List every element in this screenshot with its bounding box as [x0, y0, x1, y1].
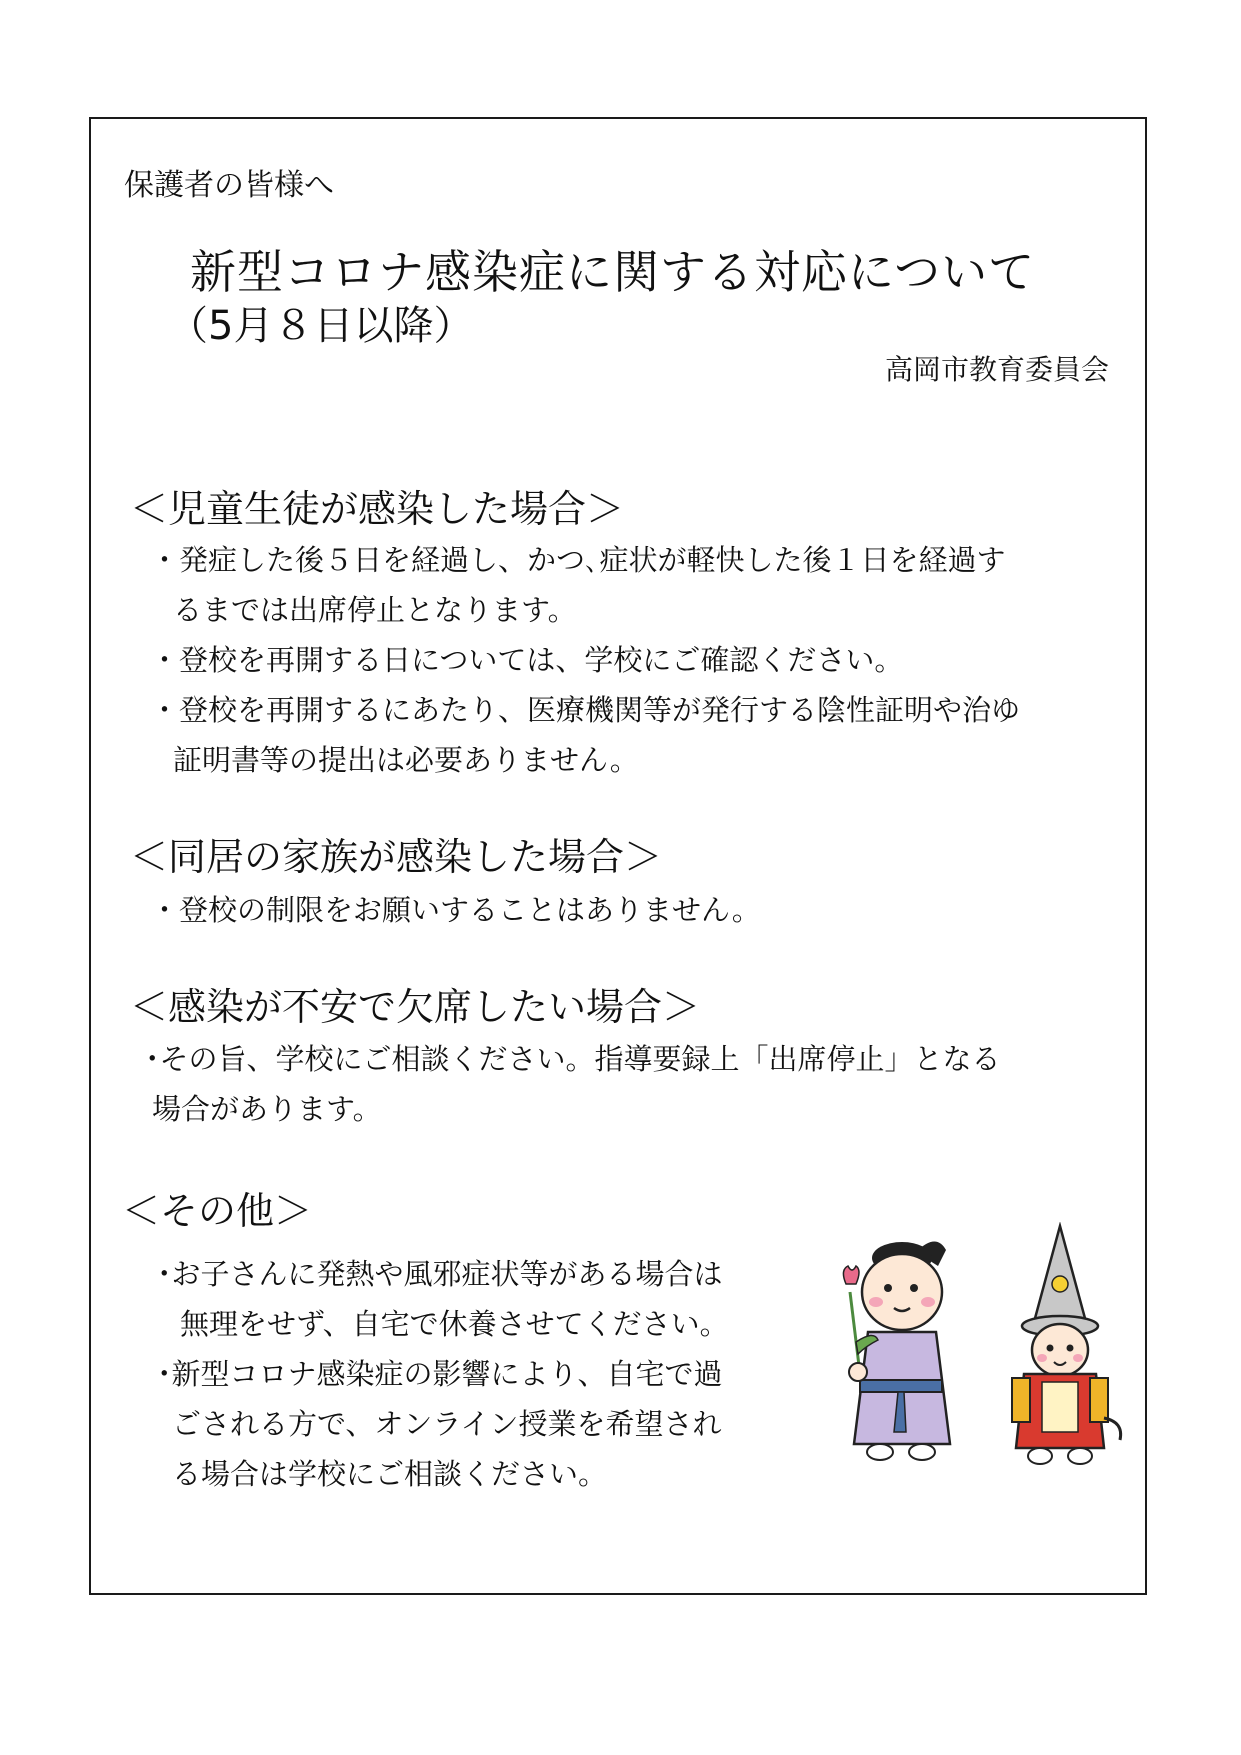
page-title: 新型コロナ感染症に関する対応について	[190, 245, 1036, 299]
page-subtitle: （5月８日以降）	[168, 303, 474, 349]
mascot-boy	[843, 1241, 950, 1460]
section-heading-student-infected: ＜児童生徒が感染した場合＞	[130, 487, 625, 531]
section-line: ･お子さんに発熱や風邪症状等がある場合は	[157, 1257, 723, 1291]
section-line: ごされる方で、オンライン授業を希望され	[172, 1407, 722, 1441]
author: 高岡市教育委員会	[884, 353, 1109, 386]
section-line: ・登校を再開する日については、学校にご確認ください。	[150, 643, 904, 677]
mascot-illustration	[828, 1222, 1132, 1490]
greeting: 保護者の皆様へ	[124, 168, 334, 203]
section-heading-family-infected: ＜同居の家族が感染した場合＞	[130, 835, 663, 879]
section-line: ・発症した後５日を経過し、かつ､症状が軽快した後１日を経過す	[150, 543, 1006, 577]
section-line: ･新型コロナ感染症の影響により、自宅で過	[157, 1357, 723, 1391]
section-line: 無理をせず、自宅で休養させてください。	[180, 1307, 729, 1341]
section-line: ・登校を再開するにあたり、医療機関等が発行する陰性証明や治ゆ	[150, 693, 1021, 727]
section-heading-other: ＜その他＞	[122, 1189, 313, 1233]
section-line: 証明書等の提出は必要ありません。	[173, 743, 639, 777]
section-heading-anxious-absence: ＜感染が不安で欠席したい場合＞	[130, 985, 701, 1029]
section-line: 場合があります。	[152, 1092, 382, 1126]
section-line: ･その旨、学校にご相談ください。指導要録上「出席停止」となる	[145, 1042, 1001, 1076]
section-line: るまでは出席停止となります。	[173, 593, 577, 627]
section-line: ・登校の制限をお願いすることはありません。	[150, 893, 761, 927]
mascot-samurai	[1012, 1226, 1121, 1464]
section-line: る場合は学校にご相談ください。	[172, 1457, 608, 1491]
